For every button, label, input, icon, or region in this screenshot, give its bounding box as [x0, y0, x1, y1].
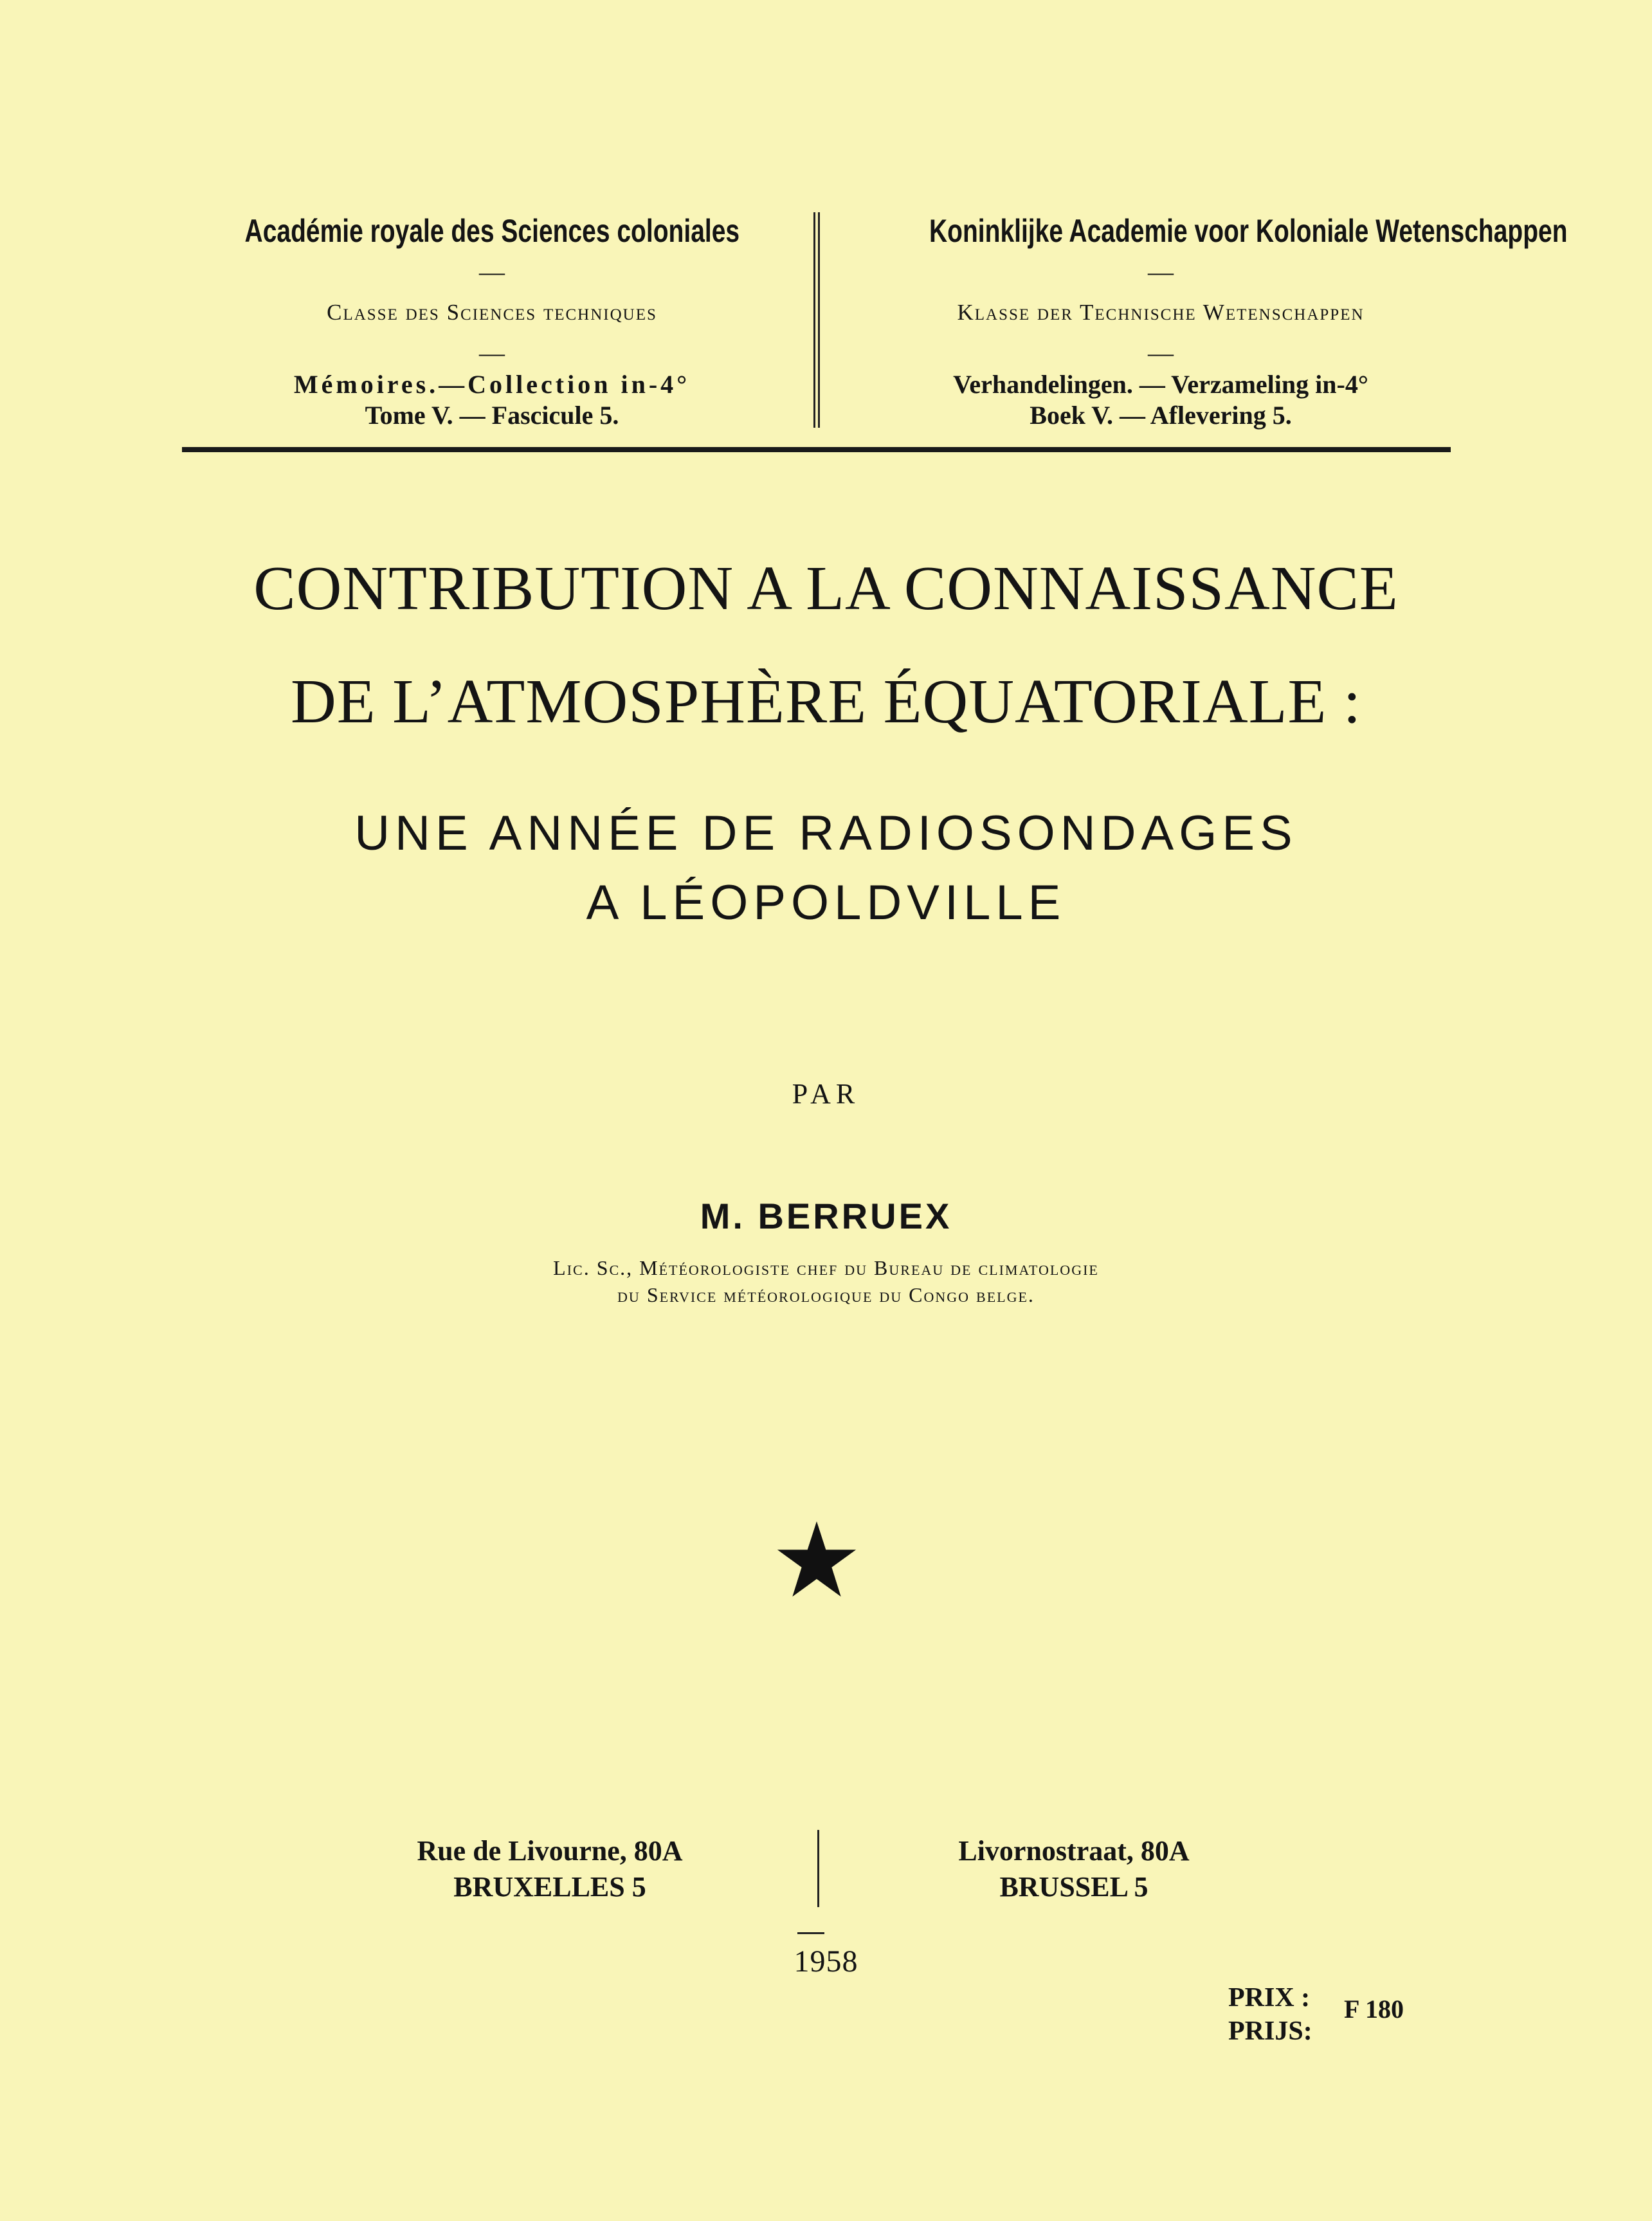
star-icon	[775, 1518, 858, 1602]
volume-nl: Boek V. — Aflevering 5.	[1030, 401, 1292, 430]
header-divider	[813, 212, 820, 428]
header-dash: —	[479, 338, 505, 367]
subtitle-line-2: A LÉOPOLDVILLE	[586, 875, 1066, 930]
author-affiliation-2: du Service météorologique du Congo belge.	[617, 1283, 1035, 1306]
price-label-fr: PRIX :	[1228, 1983, 1311, 2013]
subtitle-line-1: UNE ANNÉE DE RADIOSONDAGES	[354, 806, 1298, 861]
address-french	[370, 1833, 730, 1905]
class-name-fr: Classe des Sciences techniques	[327, 300, 657, 325]
header-dutch	[839, 206, 1568, 431]
year-dash	[797, 1932, 824, 1934]
publication-year: 1958	[794, 1944, 858, 1979]
author-affiliation-1: Lic. Sc., Météorologiste chef du Bureau de climatologie	[553, 1256, 1099, 1279]
title-line-2: DE L’ATMOSPHÈRE ÉQUATORIALE :	[290, 667, 1362, 736]
address-dutch	[894, 1833, 1254, 1905]
address-street-nl: Livornostraat, 80A	[958, 1835, 1190, 1867]
price-labels	[1228, 1981, 1312, 2048]
header-rule	[182, 447, 1451, 452]
address-city-nl: BRUSSEL 5	[999, 1871, 1148, 1903]
class-name-nl: Klasse der Technische Wetenschappen	[957, 300, 1365, 325]
volume-fr: Tome V. — Fascicule 5.	[365, 401, 619, 430]
price-label-nl: PRIJS:	[1228, 2016, 1312, 2046]
academy-name-fr: Académie royale des Sciences coloniales	[244, 213, 740, 249]
title-line-1: CONTRIBUTION A LA CONNAISSANCE	[253, 554, 1399, 623]
header-dash: —	[1148, 338, 1174, 367]
byline: PAR	[792, 1078, 860, 1110]
price-value: F 180	[1344, 1995, 1404, 2024]
header-french	[170, 206, 813, 431]
author-name: M. BERRUEX	[700, 1196, 952, 1236]
address-divider	[817, 1830, 819, 1907]
header-dash: —	[1148, 257, 1174, 286]
header-dash: —	[479, 257, 505, 286]
collection-fr: Mémoires.—Collection in-4°	[293, 370, 691, 399]
address-city-fr: BRUXELLES 5	[453, 1871, 646, 1903]
academy-name-nl: Koninklijke Academie voor Koloniale Wetenschappen	[929, 213, 1568, 249]
collection-nl: Verhandelingen. — Verzameling in-4°	[953, 370, 1368, 399]
address-street-fr: Rue de Livourne, 80A	[417, 1835, 683, 1867]
